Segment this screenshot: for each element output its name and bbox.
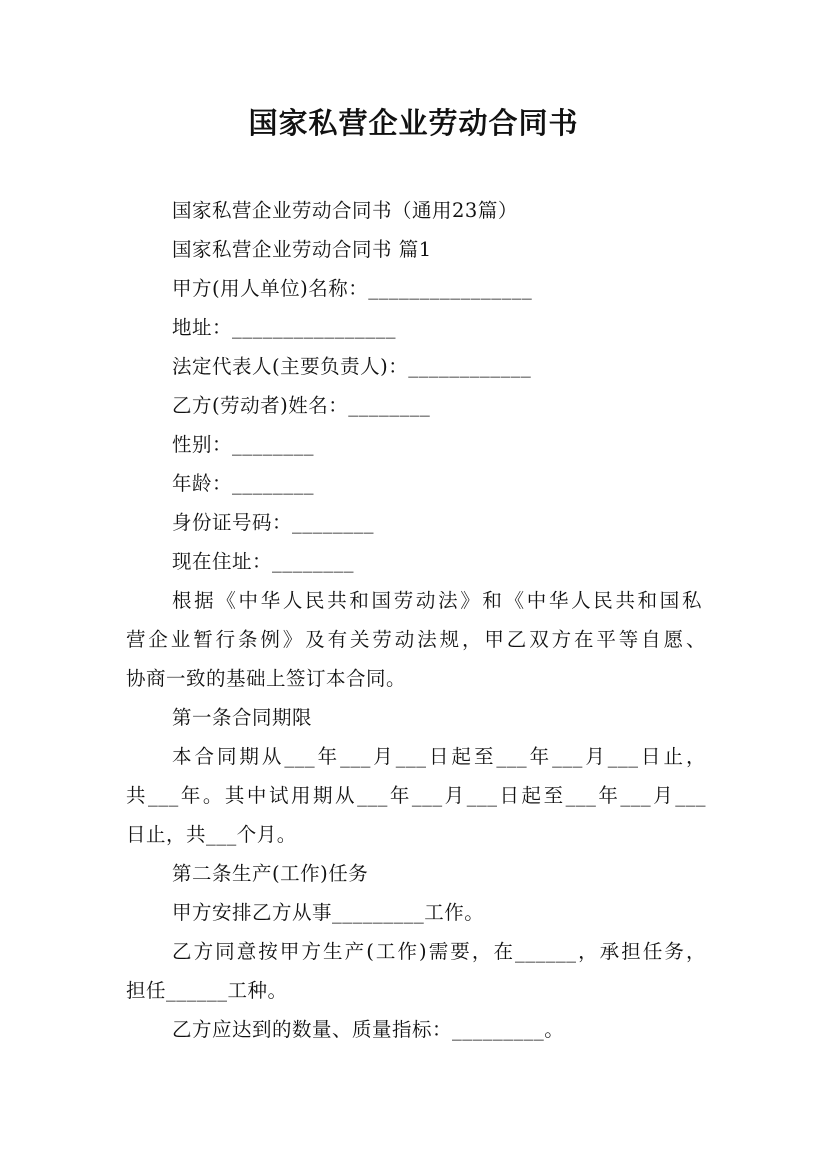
- gender-line: 性别：________: [172, 433, 315, 456]
- paragraph-line: 担任______工种。: [126, 979, 288, 1002]
- age-line: 年龄：________: [172, 472, 315, 495]
- article-heading: 第一条合同期限: [172, 706, 313, 729]
- paragraph-line: 根据《中华人民共和国劳动法》和《中华人民共和国私: [172, 589, 702, 612]
- address-line: 地址：________________: [172, 316, 397, 339]
- paragraph-line: 共___年。其中试用期从___年___月___日起至___年___月___: [126, 784, 706, 807]
- paragraph-line: 本合同期从___年___月___日起至___年___月___日止，: [172, 745, 706, 768]
- id-number-line: 身份证号码：________: [172, 511, 375, 534]
- paragraph-line: 甲方安排乙方从事_________工作。: [172, 901, 485, 924]
- current-address-line: 现在住址：________: [172, 550, 355, 573]
- subtitle-line: 国家私营企业劳动合同书（通用23篇）: [172, 199, 518, 222]
- article-heading: 第二条生产(工作)任务: [172, 862, 369, 885]
- paragraph-line: 协商一致的基础上签订本合同。: [126, 667, 407, 690]
- paragraph-line: 日止，共___个月。: [126, 823, 297, 846]
- paragraph-line: 营企业暂行条例》及有关劳动法规，甲乙双方在平等自愿、: [126, 628, 706, 651]
- document-title: 国家私营企业劳动合同书: [248, 106, 579, 140]
- party-b-name-line: 乙方(劳动者)姓名：________: [172, 394, 431, 417]
- paragraph-line: 乙方应达到的数量、质量指标：_________。: [172, 1018, 565, 1041]
- legal-representative-line: 法定代表人(主要负责人)：____________: [172, 355, 532, 378]
- paragraph-line: 乙方同意按甲方生产(工作)需要，在______，承担任务，: [172, 940, 706, 963]
- section-heading: 国家私营企业劳动合同书 篇1: [172, 238, 432, 261]
- party-a-name-line: 甲方(用人单位)名称：________________: [172, 277, 533, 300]
